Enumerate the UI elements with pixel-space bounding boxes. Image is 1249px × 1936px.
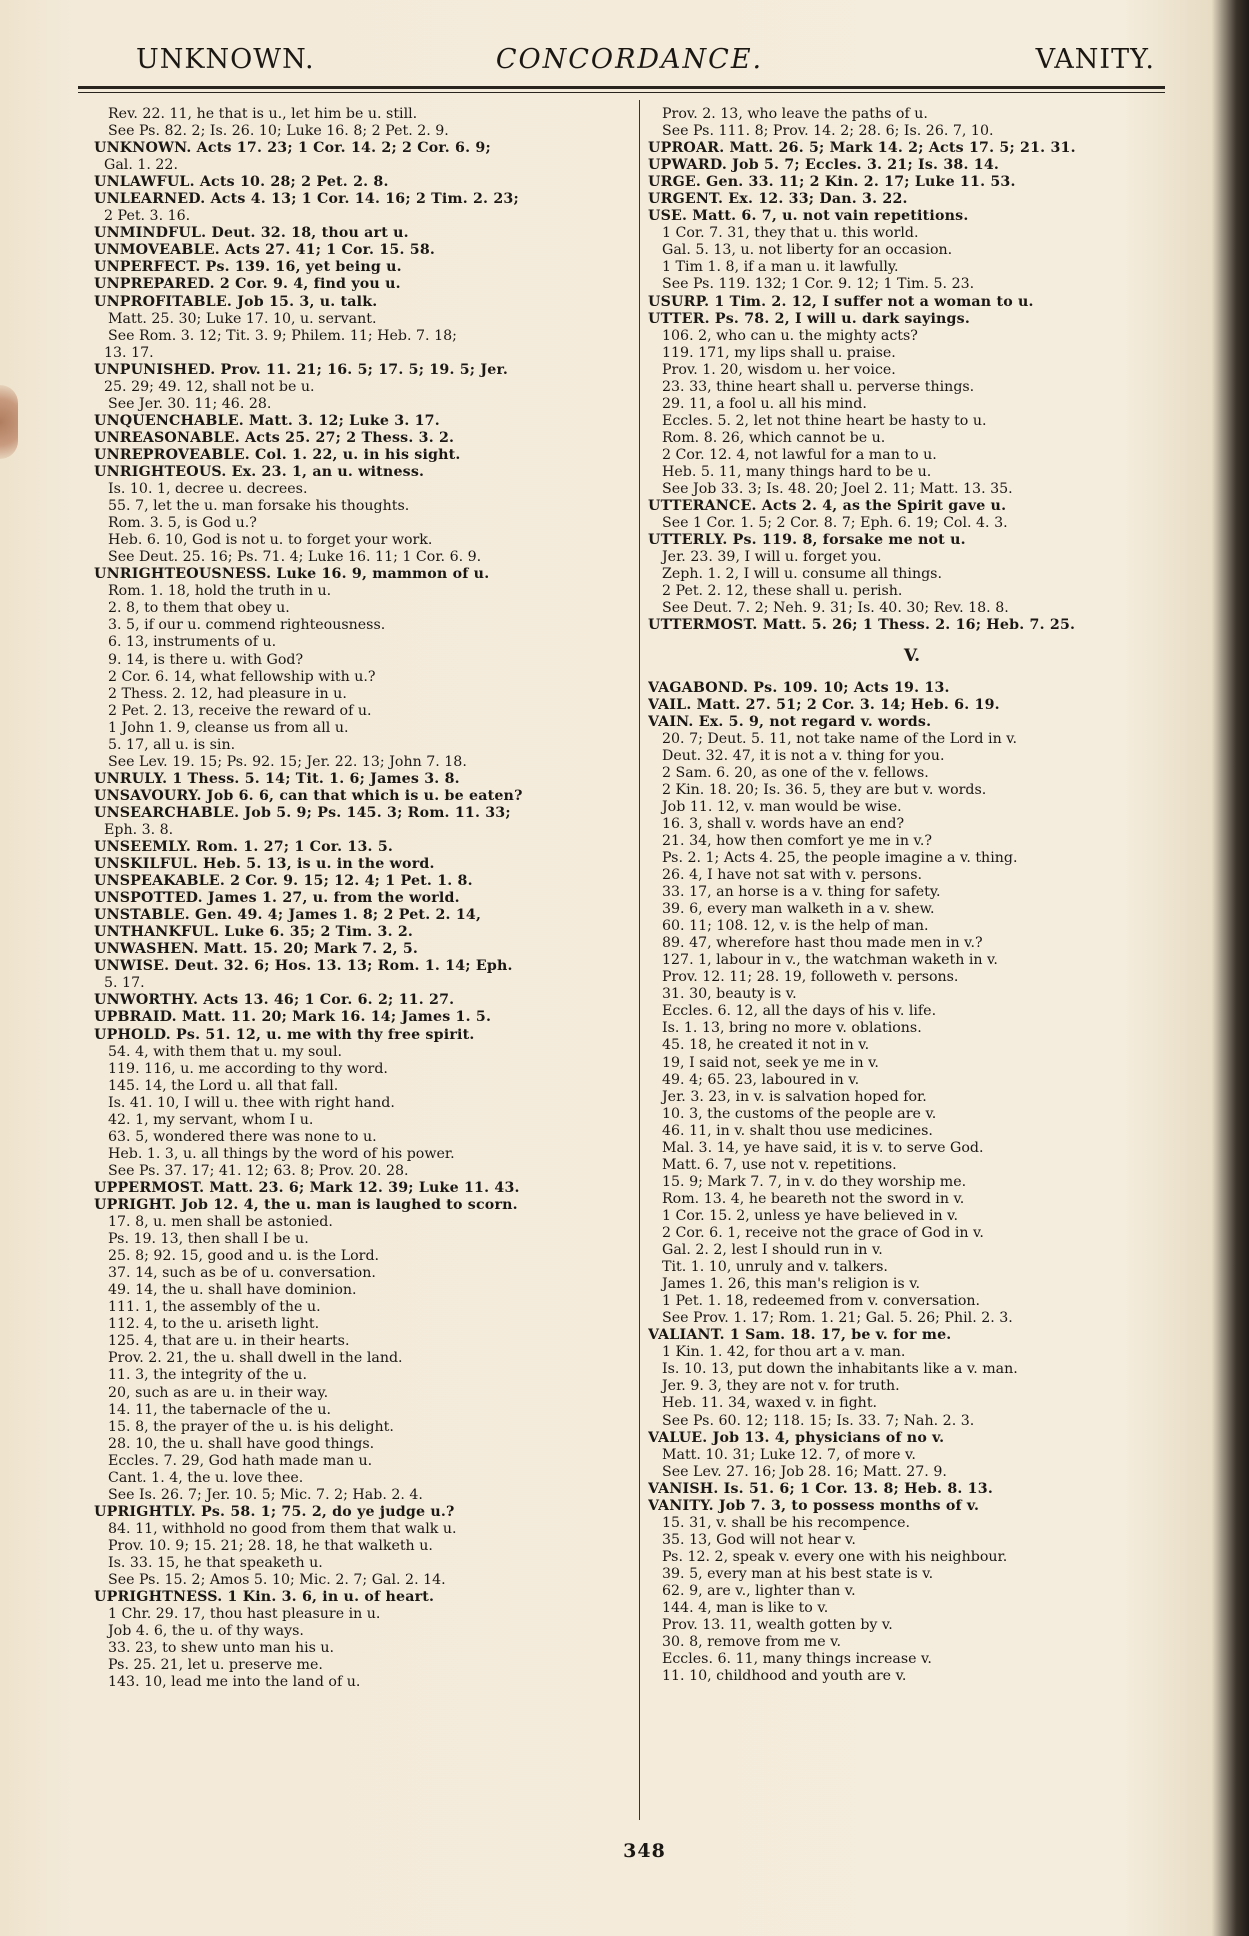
concordance-reference-line: See Lev. 27. 16; Job 28. 16; Matt. 27. 9. <box>662 1463 947 1480</box>
concordance-reference-line: Gal. 1. 22. <box>104 157 178 174</box>
concordance-reference-line: 23. 33, thine heart shall u. perverse things. <box>662 378 975 395</box>
concordance-headword-entry: UTTERLY. Ps. 119. 8, forsake me not u. <box>648 532 966 549</box>
concordance-reference-line: 125. 4, that are u. in their hearts. <box>108 1333 350 1350</box>
concordance-reference-line: Heb. 11. 34, waxed v. in fight. <box>662 1395 878 1412</box>
concordance-reference-line: 39. 6, every man walketh in a v. shew. <box>662 901 935 918</box>
concordance-reference-line: 25. 8; 92. 15, good and u. is the Lord. <box>108 1248 380 1265</box>
concordance-reference-line: 55. 7, let the u. man forsake his thoughts. <box>108 498 410 515</box>
concordance-reference-line: Ps. 12. 2, speak v. every one with his neighbour. <box>662 1548 1008 1565</box>
concordance-reference-line: See Deut. 7. 2; Neh. 9. 31; Is. 40. 30; Rev. 18. 8. <box>662 600 1009 617</box>
concordance-reference-line: Is. 10. 1, decree u. decrees. <box>108 481 308 498</box>
concordance-reference-line: 45. 18, he created it not in v. <box>662 1037 870 1054</box>
concordance-reference-line: See Ps. 37. 17; 41. 12; 63. 8; Prov. 20. 28. <box>108 1162 409 1179</box>
concordance-reference-line: 16. 3, shall v. words have an end? <box>662 815 905 832</box>
concordance-reference-line: Zeph. 1. 2, I will u. consume all things. <box>662 566 942 583</box>
concordance-headword-entry: UNLEARNED. Acts 4. 13; 1 Cor. 14. 16; 2 Tim. 2. 23; <box>94 191 519 208</box>
concordance-reference-line: See Ps. 119. 132; 1 Cor. 9. 12; 1 Tim. 5. 23. <box>662 276 975 293</box>
concordance-reference-line: See Deut. 25. 16; Ps. 71. 4; Luke 16. 11; 1 Cor. 6. 9. <box>108 549 482 566</box>
concordance-reference-line: Mal. 3. 14, ye have said, it is v. to serve God. <box>662 1139 984 1156</box>
header-rule-thick <box>78 86 1165 89</box>
concordance-reference-line: Matt. 6. 7, use not v. repetitions. <box>662 1156 897 1173</box>
header-center: CONCORDANCE. <box>495 44 764 75</box>
concordance-reference-line: See Ps. 15. 2; Amos 5. 10; Mic. 2. 7; Gal. 2. 14. <box>108 1572 446 1589</box>
concordance-reference-line: Gal. 5. 13, u. not liberty for an occasion. <box>662 242 953 259</box>
concordance-reference-line: 54. 4, with them that u. my soul. <box>108 1043 342 1060</box>
concordance-reference-line: Rom. 13. 4, he beareth not the sword in v. <box>662 1190 965 1207</box>
concordance-reference-line: 1 Pet. 1. 18, redeemed from v. conversation. <box>662 1293 981 1310</box>
concordance-headword-entry: UTTERMOST. Matt. 5. 26; 1 Thess. 2. 16; Heb. 7. 25. <box>648 617 1076 634</box>
concordance-headword-entry: UNQUENCHABLE. Matt. 3. 12; Luke 3. 17. <box>94 412 440 429</box>
concordance-reference-line: 31. 30, beauty is v. <box>662 986 797 1003</box>
concordance-headword-entry: UPRIGHT. Job 12. 4, the u. man is laughed to scorn. <box>94 1197 518 1213</box>
concordance-reference-line: Tit. 1. 10, unruly and v. talkers. <box>662 1259 888 1276</box>
concordance-reference-line: Eccles. 6. 11, many things increase v. <box>662 1651 932 1668</box>
concordance-headword-entry: UPPERMOST. Matt. 23. 6; Mark 12. 39; Luke 11. 43. <box>94 1179 520 1196</box>
concordance-reference-line: Eph. 3. 8. <box>104 821 174 838</box>
concordance-reference-line: 63. 5, wondered there was none to u. <box>108 1128 377 1145</box>
concordance-headword-entry: USURP. 1 Tim. 2. 12, I suffer not a woman to u. <box>648 293 1034 310</box>
concordance-reference-line: 2 Thess. 2. 12, had pleasure in u. <box>108 685 347 702</box>
concordance-reference-line: 145. 14, the Lord u. all that fall. <box>108 1077 339 1094</box>
concordance-reference-line: 46. 11, in v. shalt thou use medicines. <box>662 1122 933 1139</box>
concordance-headword-entry: UNMINDFUL. Deut. 32. 18, thou art u. <box>94 225 409 242</box>
concordance-reference-line: 15. 31, v. shall be his recompence. <box>662 1514 910 1531</box>
concordance-headword-entry: UNLAWFUL. Acts 10. 28; 2 Pet. 2. 8. <box>94 174 389 191</box>
concordance-reference-line: 39. 5, every man at his best state is v. <box>662 1565 934 1582</box>
concordance-reference-line: Eccles. 7. 29, God hath made man u. <box>108 1452 373 1469</box>
concordance-headword-entry: UNWASHEN. Matt. 15. 20; Mark 7. 2, 5. <box>94 941 419 958</box>
concordance-reference-line: Cant. 1. 4, the u. love thee. <box>108 1469 304 1486</box>
page-edge-stain <box>0 385 18 459</box>
right-column <box>648 106 1176 1816</box>
concordance-headword-entry: UNRIGHTEOUS. Ex. 23. 1, an u. witness. <box>94 463 425 480</box>
concordance-headword-entry: VANISH. Is. 51. 6; 1 Cor. 13. 8; Heb. 8. 13. <box>648 1480 993 1497</box>
concordance-reference-line: 37. 14, such as be of u. conversation. <box>108 1265 376 1282</box>
concordance-reference-line: 60. 11; 108. 12, v. is the help of man. <box>662 918 929 935</box>
concordance-reference-line: 9. 14, is there u. with God? <box>108 651 304 668</box>
concordance-reference-line: 1 Tim 1. 8, if a man u. it lawfully. <box>662 259 899 276</box>
concordance-headword-entry: VALUE. Job 13. 4, physicians of no v. <box>648 1429 945 1446</box>
concordance-reference-line: 26. 4, I have not sat with v. persons. <box>662 867 922 884</box>
concordance-headword-entry: UNMOVEABLE. Acts 27. 41; 1 Cor. 15. 58. <box>94 242 436 259</box>
concordance-headword-entry: VANITY. Job 7. 3, to possess months of v. <box>648 1497 980 1514</box>
concordance-reference-line: 119. 116, u. me according to thy word. <box>108 1060 388 1077</box>
concordance-reference-line: 2. 8, to them that obey u. <box>108 600 290 617</box>
left-column <box>94 106 636 1816</box>
concordance-reference-line: 2 Pet. 3. 16. <box>104 208 191 225</box>
concordance-headword-entry: UPWARD. Job 5. 7; Eccles. 3. 21; Is. 38. 14. <box>648 157 1000 174</box>
concordance-reference-line: Job 4. 6, the u. of thy ways. <box>108 1623 304 1640</box>
concordance-reference-line: 111. 1, the assembly of the u. <box>108 1299 321 1316</box>
concordance-reference-line: James 1. 26, this man's religion is v. <box>662 1276 921 1293</box>
concordance-reference-line: Is. 10. 13, put down the inhabitants like a v. man. <box>662 1361 1018 1378</box>
concordance-reference-line: Heb. 5. 11, many things hard to be u. <box>662 463 932 480</box>
concordance-reference-line: Eccles. 6. 12, all the days of his v. life. <box>662 1003 937 1020</box>
concordance-reference-line: Prov. 1. 20, wisdom u. her voice. <box>662 361 896 378</box>
concordance-reference-line: Eccles. 5. 2, let not thine heart be hasty to u. <box>662 412 987 429</box>
concordance-reference-line: Prov. 12. 11; 28. 19, followeth v. persons. <box>662 969 959 986</box>
concordance-reference-line: 2 Cor. 6. 14, what fellowship with u.? <box>108 668 376 685</box>
concordance-reference-line: 5. 17. <box>104 975 145 992</box>
page-number: 348 <box>623 1840 666 1862</box>
concordance-reference-line: See Ps. 60. 12; 118. 15; Is. 33. 7; Nah. 2. 3. <box>662 1412 975 1429</box>
concordance-reference-line: 10. 3, the customs of the people are v. <box>662 1105 937 1122</box>
concordance-reference-line: Is. 33. 15, he that speaketh u. <box>108 1554 323 1571</box>
concordance-reference-line: 29. 11, a fool u. all his mind. <box>662 395 867 412</box>
concordance-headword-entry: UNPROFITABLE. Job 15. 3, u. talk. <box>94 293 378 310</box>
concordance-reference-line: See Lev. 19. 15; Ps. 92. 15; Jer. 22. 13; John 7. 18. <box>108 753 467 770</box>
concordance-reference-line: Prov. 2. 21, the u. shall dwell in the land. <box>108 1350 403 1367</box>
concordance-reference-line: 2 Sam. 6. 20, as one of the v. fellows. <box>662 764 929 781</box>
concordance-reference-line: 112. 4, to the u. ariseth light. <box>108 1316 320 1333</box>
concordance-reference-line: 1 Cor. 7. 31, they that u. this world. <box>662 225 919 242</box>
concordance-reference-line: 6. 13, instruments of u. <box>108 634 277 651</box>
concordance-reference-line: Ps. 25. 21, let u. preserve me. <box>108 1657 323 1674</box>
concordance-reference-line: Heb. 6. 10, God is not u. to forget your work. <box>108 532 433 549</box>
concordance-headword-entry: UNWORTHY. Acts 13. 46; 1 Cor. 6. 2; 11. 27. <box>94 992 455 1009</box>
concordance-reference-line: 1 Chr. 29. 17, thou hast pleasure in u. <box>108 1606 381 1623</box>
concordance-headword-entry: UTTER. Ps. 78. 2, I will u. dark sayings. <box>648 310 970 327</box>
concordance-reference-line: Rom. 8. 26, which cannot be u. <box>662 429 886 446</box>
concordance-reference-line: Ps. 19. 13, then shall I be u. <box>108 1231 309 1248</box>
concordance-reference-line: 143. 10, lead me into the land of u. <box>108 1674 361 1691</box>
concordance-headword-entry: VAIN. Ex. 5. 9, not regard v. words. <box>648 713 932 730</box>
concordance-reference-line: See Jer. 30. 11; 46. 28. <box>108 395 272 412</box>
concordance-headword-entry: UNPUNISHED. Prov. 11. 21; 16. 5; 17. 5; 19. 5; Jer. <box>94 361 509 378</box>
concordance-headword-entry: VAGABOND. Ps. 109. 10; Acts 19. 13. <box>648 679 950 696</box>
concordance-reference-line: 15. 9; Mark 7. 7, in v. do they worship me. <box>662 1173 967 1190</box>
concordance-reference-line: See Ps. 82. 2; Is. 26. 10; Luke 16. 8; 2 Pet. 2. 9. <box>108 123 449 140</box>
concordance-headword-entry: USE. Matt. 6. 7, u. not vain repetitions. <box>648 208 969 225</box>
concordance-reference-line: 5. 17, all u. is sin. <box>108 736 236 753</box>
concordance-reference-line: 2 Pet. 2. 12, these shall u. perish. <box>662 583 903 600</box>
concordance-headword-entry: UNREASONABLE. Acts 25. 27; 2 Thess. 3. 2. <box>94 429 455 446</box>
concordance-headword-entry: VALIANT. 1 Sam. 18. 17, be v. for me. <box>648 1327 952 1344</box>
concordance-reference-line: Prov. 10. 9; 15. 21; 28. 18, he that walketh u. <box>108 1537 433 1554</box>
concordance-headword-entry: UNKNOWN. Acts 17. 23; 1 Cor. 14. 2; 2 Cor. 6. 9; <box>94 140 491 157</box>
concordance-reference-line: 106. 2, who can u. the mighty acts? <box>662 327 918 344</box>
concordance-reference-line: 11. 3, the integrity of the u. <box>108 1367 307 1384</box>
concordance-reference-line: 89. 47, wherefore hast thou made men in v.? <box>662 935 983 952</box>
concordance-reference-line: 35. 13, God will not hear v. <box>662 1531 856 1548</box>
concordance-reference-line: 15. 8, the prayer of the u. is his delight. <box>108 1418 394 1435</box>
concordance-headword-entry: UPRIGHTLY. Ps. 58. 1; 75. 2, do ye judge u.? <box>94 1503 455 1520</box>
header-rule-thin <box>78 92 1165 93</box>
concordance-reference-line: Gal. 2. 2, lest I should run in v. <box>662 1242 883 1259</box>
concordance-reference-line: Prov. 13. 11, wealth gotten by v. <box>662 1617 893 1634</box>
concordance-headword-entry: UNRULY. 1 Thess. 5. 14; Tit. 1. 6; James 3. 8. <box>94 770 460 787</box>
concordance-reference-line: See Job 33. 3; Is. 48. 20; Joel 2. 11; Matt. 13. 35. <box>662 481 1013 498</box>
concordance-reference-line: 20. 7; Deut. 5. 11, not take name of the Lord in v. <box>662 730 1018 747</box>
concordance-reference-line: 13. 17. <box>104 344 154 361</box>
concordance-reference-line: Heb. 1. 3, u. all things by the word of his power. <box>108 1145 455 1162</box>
concordance-reference-line: 25. 29; 49. 12, shall not be u. <box>104 378 315 395</box>
concordance-reference-line: 20, such as are u. in their way. <box>108 1384 329 1401</box>
header-left: UNKNOWN. <box>136 44 315 75</box>
concordance-headword-entry: UNPERFECT. Ps. 139. 16, yet being u. <box>94 259 402 276</box>
concordance-headword-entry: UNSKILFUL. Heb. 5. 13, is u. in the word. <box>94 856 435 873</box>
concordance-reference-line: 17. 8, u. men shall be astonied. <box>108 1214 333 1231</box>
concordance-headword-entry: UPRIGHTNESS. 1 Kin. 3. 6, in u. of heart. <box>94 1589 435 1606</box>
concordance-reference-line: Job 11. 12, v. man would be wise. <box>662 798 902 815</box>
concordance-headword-entry: UNPREPARED. 2 Cor. 9. 4, find you u. <box>94 276 401 293</box>
concordance-headword-entry: UNSPEAKABLE. 2 Cor. 9. 15; 12. 4; 1 Pet. 1. 8. <box>94 873 473 890</box>
header-right: VANITY. <box>1035 44 1155 75</box>
concordance-reference-line: See 1 Cor. 1. 5; 2 Cor. 8. 7; Eph. 6. 19; Col. 4. 3. <box>662 515 1008 532</box>
concordance-reference-line: Matt. 10. 31; Luke 12. 7, of more v. <box>662 1446 916 1463</box>
concordance-headword-entry: UNREPROVEABLE. Col. 1. 22, u. in his sight. <box>94 446 461 463</box>
concordance-reference-line: 42. 1, my servant, whom I u. <box>108 1111 314 1128</box>
concordance-reference-line: See Prov. 1. 17; Rom. 1. 21; Gal. 5. 26; Phil. 2. 3. <box>662 1310 1013 1327</box>
concordance-headword-entry: VAIL. Matt. 27. 51; 2 Cor. 3. 14; Heb. 6. 19. <box>648 696 1000 713</box>
concordance-headword-entry: UNRIGHTEOUSNESS. Luke 16. 9, mammon of u. <box>94 566 490 583</box>
concordance-headword-entry: UNSPOTTED. James 1. 27, u. from the world. <box>94 890 460 907</box>
concordance-reference-line: 3. 5, if our u. commend righteousness. <box>108 617 386 634</box>
concordance-reference-line: 1 Cor. 15. 2, unless ye have believed in v. <box>662 1207 958 1224</box>
concordance-reference-line: 2 Pet. 2. 13, receive the reward of u. <box>108 702 372 719</box>
concordance-reference-line: 33. 17, an horse is a v. thing for safety. <box>662 884 941 901</box>
concordance-reference-line: 49. 14, the u. shall have dominion. <box>108 1282 357 1299</box>
concordance-reference-line: 1 John 1. 9, cleanse us from all u. <box>108 719 349 736</box>
concordance-reference-line: Is. 41. 10, I will u. thee with right hand. <box>108 1094 395 1111</box>
concordance-reference-line: Rom. 1. 18, hold the truth in u. <box>108 583 332 600</box>
concordance-reference-line: 2 Kin. 18. 20; Is. 36. 5, they are but v. words. <box>662 781 987 798</box>
concordance-reference-line: 144. 4, man is like to v. <box>662 1600 829 1617</box>
concordance-headword-entry: URGENT. Ex. 12. 33; Dan. 3. 22. <box>648 191 908 208</box>
concordance-reference-line: Ps. 2. 1; Acts 4. 25, the people imagine a v. thing. <box>662 849 1018 866</box>
concordance-reference-line: 49. 4; 65. 23, laboured in v. <box>662 1071 860 1088</box>
concordance-headword-entry: UNSAVOURY. Job 6. 6, can that which is u. be eaten? <box>94 787 523 804</box>
concordance-reference-line: See Is. 26. 7; Jer. 10. 5; Mic. 7. 2; Hab. 2. 4. <box>108 1486 423 1503</box>
column-divider <box>639 100 640 1820</box>
concordance-headword-entry: UNWISE. Deut. 32. 6; Hos. 13. 13; Rom. 1. 14; Eph. <box>94 958 513 975</box>
concordance-headword-entry: URGE. Gen. 33. 11; 2 Kin. 2. 17; Luke 11. 53. <box>648 174 1016 191</box>
concordance-reference-line: See Ps. 111. 8; Prov. 14. 2; 28. 6; Is. 26. 7, 10. <box>662 123 994 140</box>
concordance-headword-entry: UNSEEMLY. Rom. 1. 27; 1 Cor. 13. 5. <box>94 839 394 856</box>
concordance-headword-entry: UPROAR. Matt. 26. 5; Mark 14. 2; Acts 17. 5; 21. 31. <box>648 140 1076 157</box>
concordance-reference-line: 19, I said not, seek ye me in v. <box>662 1054 879 1071</box>
concordance-reference-line: 30. 8, remove from me v. <box>662 1634 841 1651</box>
concordance-reference-line: Prov. 2. 13, who leave the paths of u. <box>662 106 928 122</box>
concordance-reference-line: 1 Kin. 1. 42, for thou art a v. man. <box>662 1344 906 1361</box>
concordance-reference-line: 14. 11, the tabernacle of the u. <box>108 1401 331 1418</box>
concordance-headword-entry: UNSTABLE. Gen. 49. 4; James 1. 8; 2 Pet. 2. 14, <box>94 907 482 924</box>
concordance-reference-line: 62. 9, are v., lighter than v. <box>662 1582 856 1599</box>
concordance-reference-line: 11. 10, childhood and youth are v. <box>662 1668 907 1685</box>
concordance-reference-line: Rom. 3. 5, is God u.? <box>108 515 257 532</box>
concordance-headword-entry: UTTERANCE. Acts 2. 4, as the Spirit gave u. <box>648 498 1007 515</box>
concordance-reference-line: Jer. 3. 23, in v. is salvation hoped for. <box>662 1088 927 1105</box>
concordance-reference-line: 33. 23, to shew unto man his u. <box>108 1640 335 1657</box>
concordance-reference-line: Rev. 22. 11, he that is u., let him be u. still. <box>108 106 418 122</box>
concordance-headword-entry: UNTHANKFUL. Luke 6. 35; 2 Tim. 3. 2. <box>94 924 414 941</box>
concordance-reference-line: 28. 10, the u. shall have good things. <box>108 1435 375 1452</box>
concordance-headword-entry: UNSEARCHABLE. Job 5. 9; Ps. 145. 3; Rom. 11. 33; <box>94 804 511 821</box>
concordance-reference-line: 2 Cor. 6. 1, receive not the grace of God in v. <box>662 1225 984 1241</box>
concordance-reference-line: 119. 171, my lips shall u. praise. <box>662 344 896 361</box>
concordance-reference-line: Is. 1. 13, bring no more v. oblations. <box>662 1020 922 1037</box>
concordance-reference-line: See Rom. 3. 12; Tit. 3. 9; Philem. 11; Heb. 7. 18; <box>108 327 457 344</box>
concordance-reference-line: 127. 1, labour in v., the watchman waketh in v. <box>662 952 998 969</box>
section-heading: V. <box>903 646 921 667</box>
concordance-reference-line: 2 Cor. 12. 4, not lawful for a man to u. <box>662 446 937 463</box>
concordance-reference-line: Matt. 25. 30; Luke 17. 10, u. servant. <box>108 310 377 327</box>
concordance-reference-line: 21. 34, how then comfort ye me in v.? <box>662 832 932 849</box>
running-header <box>90 44 1169 84</box>
concordance-reference-line: 84. 11, withhold no good from them that walk u. <box>108 1520 457 1537</box>
concordance-reference-line: Jer. 23. 39, I will u. forget you. <box>662 549 882 566</box>
concordance-headword-entry: UPBRAID. Matt. 11. 20; Mark 16. 14; James 1. 5. <box>94 1009 492 1026</box>
concordance-reference-line: Deut. 32. 47, it is not a v. thing for you. <box>662 747 945 764</box>
concordance-headword-entry: UPHOLD. Ps. 51. 12, u. me with thy free spirit. <box>94 1026 475 1043</box>
concordance-reference-line: Jer. 9. 3, they are not v. for truth. <box>662 1378 900 1395</box>
